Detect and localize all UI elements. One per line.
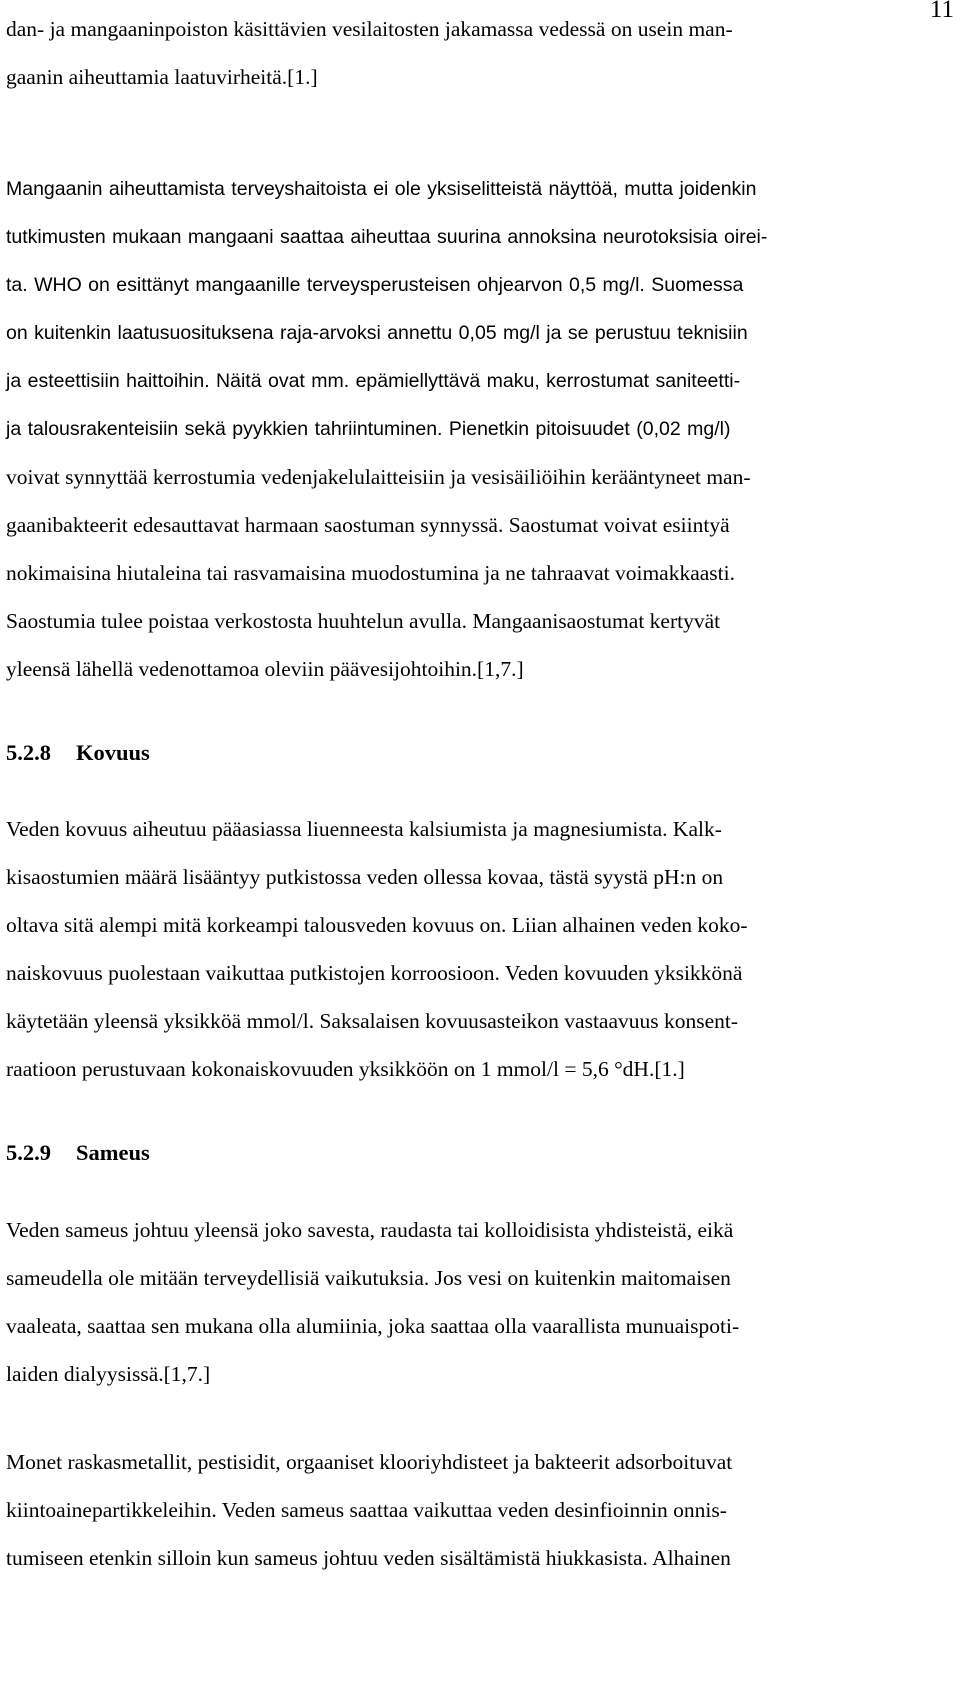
paragraph-5-line-3: tumiseen etenkin silloin kun sameus johtuu veden sisältämistä hiukkasista. Alhainen bbox=[6, 1546, 731, 1570]
paragraph-3-line-1: Veden kovuus aiheutuu pääasiassa liuenneesta kalsiumista ja magnesiumista. Kalk- bbox=[6, 817, 722, 841]
paragraph-2-line-6: ja talousrakenteisiin sekä pyykkien tahriintuminen. Pienetkin pitoisuudet (0,02 mg/l) bbox=[6, 418, 731, 440]
section-heading-kovuus bbox=[6, 739, 150, 767]
paragraph-5-line-1: Monet raskasmetallit, pestisidit, orgaaniset klooriyhdisteet ja bakteerit adsorboituvat bbox=[6, 1450, 733, 1474]
paragraph-2-line-5: ja esteettisiin haittoihin. Näitä ovat mm. epämiellyttävä maku, kerrostumat saniteetti- bbox=[6, 370, 741, 392]
paragraph-2-line-9: nokimaisina hiutaleina tai rasvamaisina muodostumina ja ne tahraavat voimakkaasti. bbox=[6, 561, 735, 585]
paragraph-2-line-3: ta. WHO on esittänyt mangaanille terveysperusteisen ohjearvon 0,5 mg/l. Suomessa bbox=[6, 274, 744, 296]
paragraph-4-line-3: vaaleata, saattaa sen mukana olla alumiinia, joka saattaa olla vaarallista munuaispoti- bbox=[6, 1314, 740, 1338]
paragraph-3-line-2: kisaostumien määrä lisääntyy putkistossa veden ollessa kovaa, tästä syystä pH:n on bbox=[6, 865, 724, 889]
paragraph-1-line-1: dan- ja mangaaninpoiston käsittävien vesilaitosten jakamassa vedessä on usein man- bbox=[6, 17, 733, 41]
paragraph-2-line-1: Mangaanin aiheuttamista terveyshaitoista ei ole yksiselitteistä näyttöä, mutta joidenkin bbox=[6, 178, 757, 200]
paragraph-1-line-2: gaanin aiheuttamia laatuvirheitä.[1.] bbox=[6, 65, 318, 89]
section-title: Kovuus bbox=[76, 740, 150, 765]
section-heading-sameus bbox=[6, 1139, 150, 1167]
paragraph-3-line-4: naiskovuus puolestaan vaikuttaa putkistojen korroosioon. Veden kovuuden yksikkönä bbox=[6, 961, 743, 985]
section-title: Sameus bbox=[76, 1140, 150, 1165]
paragraph-2-line-8: gaanibakteerit edesauttavat harmaan saostuman synnyssä. Saostumat voivat esiintyä bbox=[6, 513, 730, 537]
paragraph-2-line-7: voivat synnyttää kerrostumia vedenjakelulaitteisiin ja vesisäiliöihin kerääntyneet man- bbox=[6, 465, 751, 489]
section-number: 5.2.8 bbox=[6, 740, 51, 765]
paragraph-2-line-2: tutkimusten mukaan mangaani saattaa aiheuttaa suurina annoksina neurotoksisia oirei- bbox=[6, 226, 768, 248]
page-number: 11 bbox=[929, 0, 954, 23]
section-number: 5.2.9 bbox=[6, 1140, 51, 1165]
paragraph-3-line-6: raatioon perustuvaan kokonaiskovuuden yksikköön on 1 mmol/l = 5,6 °dH.[1.] bbox=[6, 1057, 685, 1081]
paragraph-4-line-1: Veden sameus johtuu yleensä joko savesta, raudasta tai kolloidisista yhdisteistä, eikä bbox=[6, 1218, 734, 1242]
paragraph-2-line-11: yleensä lähellä vedenottamoa oleviin päävesijohtoihin.[1,7.] bbox=[6, 657, 524, 681]
paragraph-2-line-4: on kuitenkin laatusuosituksena raja-arvoksi annettu 0,05 mg/l ja se perustuu teknisiin bbox=[6, 322, 748, 344]
paragraph-3-line-5: käytetään yleensä yksikköä mmol/l. Saksalaisen kovuusasteikon vastaavuus konsent- bbox=[6, 1009, 739, 1033]
paragraph-4-line-4: laiden dialyysissä.[1,7.] bbox=[6, 1362, 211, 1386]
paragraph-5-line-2: kiintoainepartikkeleihin. Veden sameus saattaa vaikuttaa veden desinfioinnin onnis- bbox=[6, 1498, 727, 1522]
paragraph-2-line-10: Saostumia tulee poistaa verkostosta huuhtelun avulla. Mangaanisaostumat kertyvät bbox=[6, 609, 721, 633]
paragraph-3-line-3: oltava sitä alempi mitä korkeampi talousveden kovuus on. Liian alhainen veden koko- bbox=[6, 913, 748, 937]
paragraph-4-line-2: sameudella ole mitään terveydellisiä vaikutuksia. Jos vesi on kuitenkin maitomaisen bbox=[6, 1266, 731, 1290]
